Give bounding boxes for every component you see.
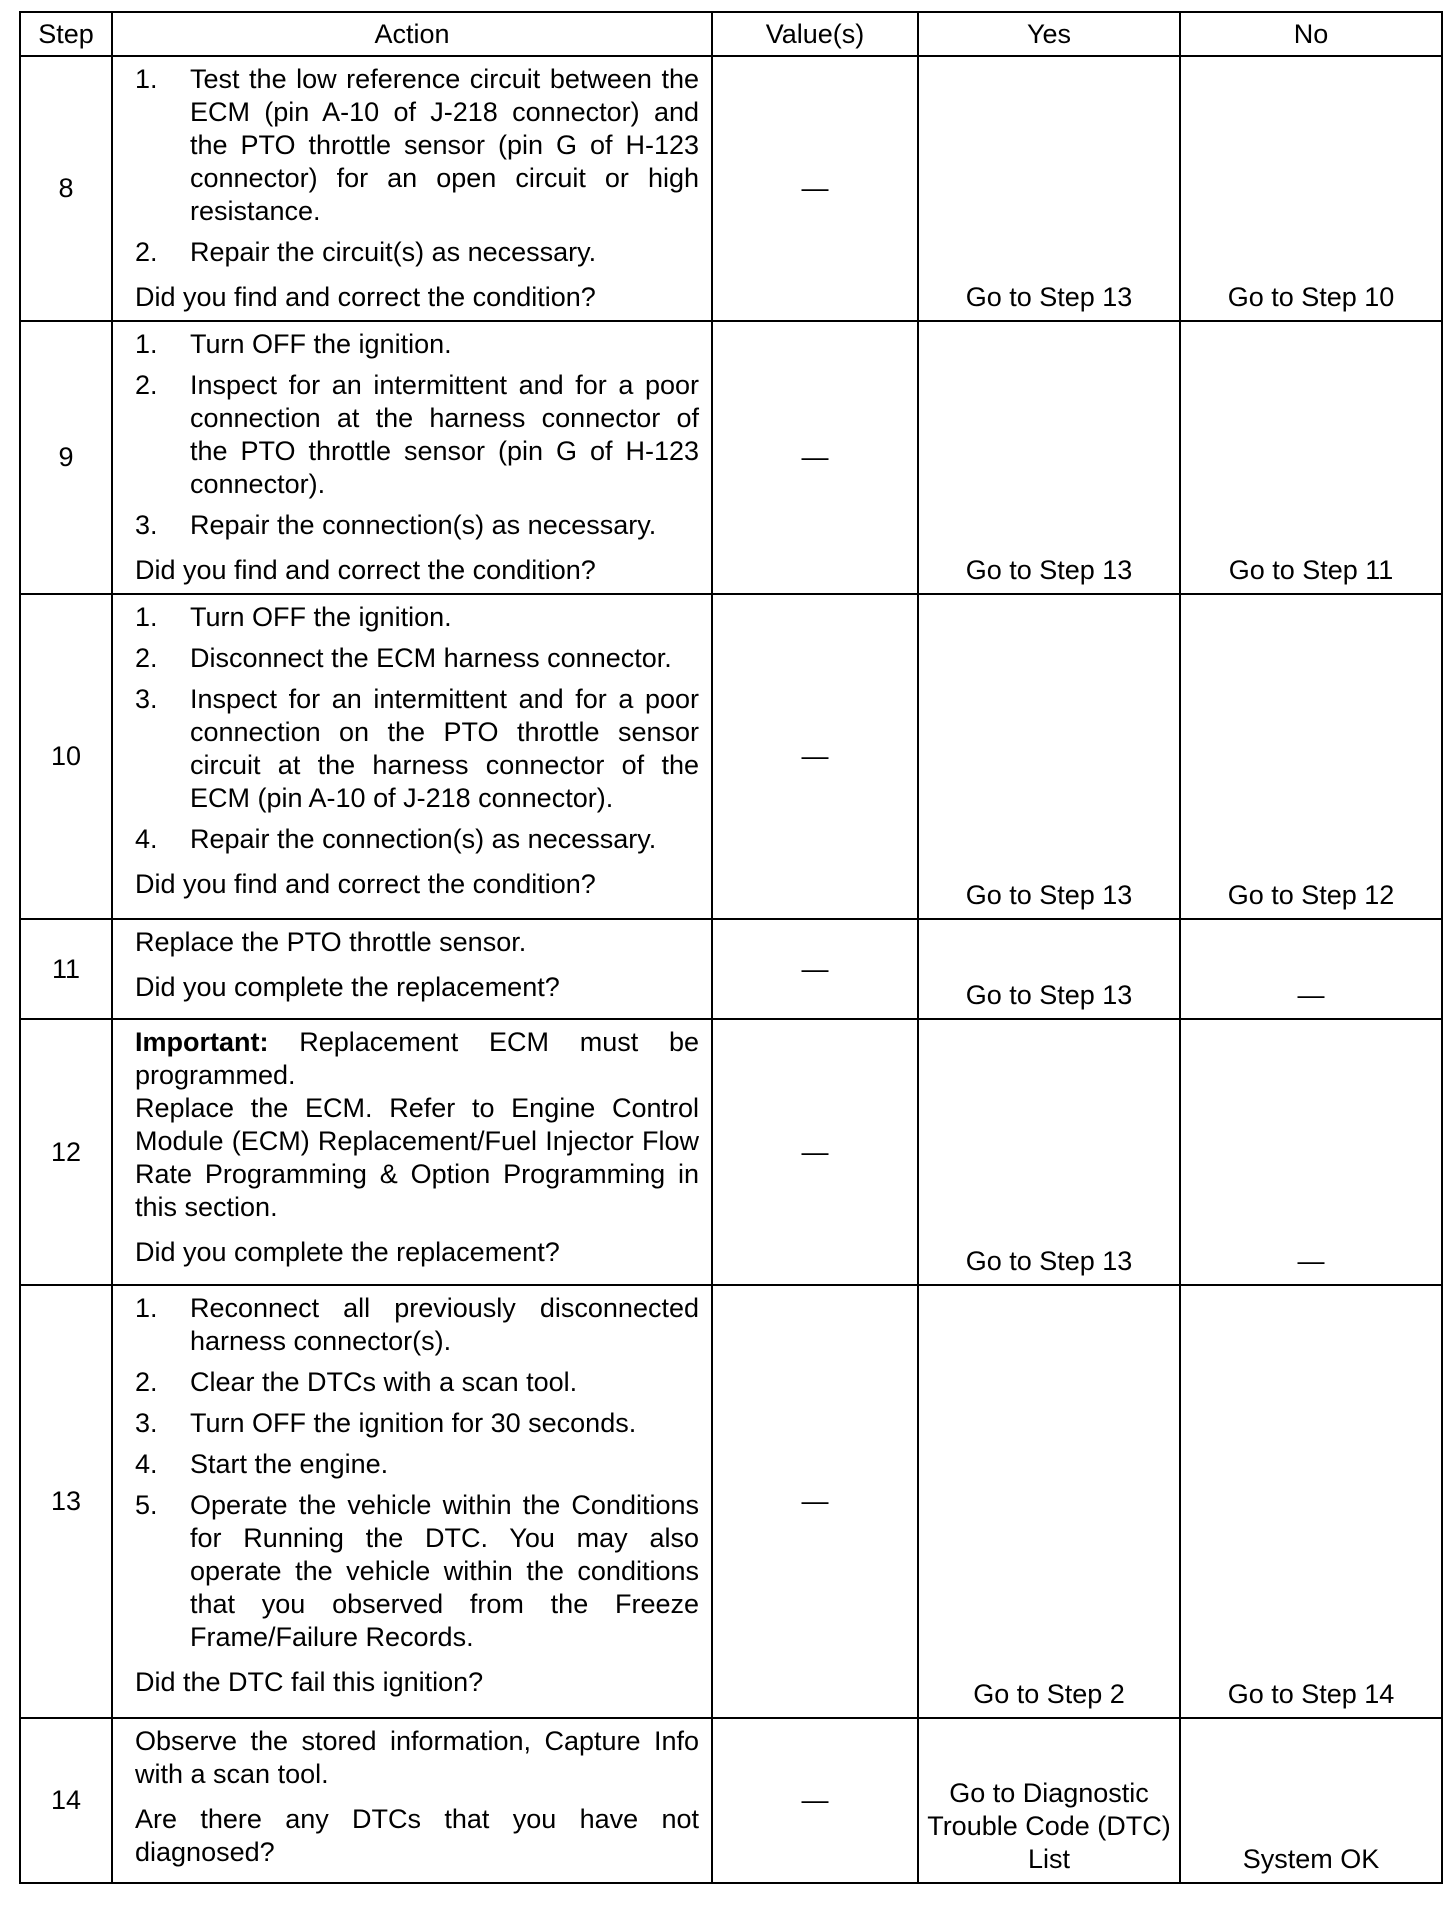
item-text: Reconnect all previously disconnected harness connector(s). bbox=[190, 1293, 699, 1356]
no-cell: System OK bbox=[1180, 1718, 1442, 1883]
item-number: 4. bbox=[135, 824, 158, 854]
yes-cell: Go to Diagnostic Trouble Code (DTC) List bbox=[918, 1718, 1180, 1883]
list-item bbox=[135, 369, 699, 501]
list-item bbox=[135, 236, 699, 269]
action-cell bbox=[112, 1718, 712, 1883]
question: Did you complete the replacement? bbox=[135, 972, 560, 1002]
question: Did the DTC fail this ignition? bbox=[135, 1667, 484, 1697]
item-text: Turn OFF the ignition. bbox=[190, 329, 452, 359]
yes-cell: Go to Step 13 bbox=[918, 56, 1180, 321]
item-text: Repair the circuit(s) as necessary. bbox=[190, 237, 597, 267]
step-number: 13 bbox=[20, 1285, 112, 1718]
diagnostic-table bbox=[19, 11, 1443, 1884]
item-text: Start the engine. bbox=[190, 1449, 389, 1479]
important-label: Important: bbox=[135, 1027, 269, 1057]
item-number: 2. bbox=[135, 643, 158, 673]
no-cell: — bbox=[1180, 919, 1442, 1019]
list-item bbox=[135, 1448, 699, 1481]
table-row bbox=[20, 1718, 1442, 1883]
step-number: 9 bbox=[20, 321, 112, 594]
list-item bbox=[135, 328, 699, 361]
value-cell: — bbox=[712, 1285, 918, 1718]
action-cell bbox=[112, 594, 712, 919]
action-text: Replace the ECM. Refer to Engine Control Module (ECM) Replacement/Fuel Injector Flow Rate Programming & Option Programming in this section. bbox=[135, 1093, 699, 1222]
item-text: Turn OFF the ignition. bbox=[190, 602, 452, 632]
item-number: 1. bbox=[135, 329, 158, 359]
item-text: Operate the vehicle within the Conditions for Running the DTC. You may also operate the vehicle within the conditions that you observed from the Freeze Frame/Failure Records. bbox=[190, 1490, 699, 1652]
value-cell: — bbox=[712, 1019, 918, 1285]
item-number: 1. bbox=[135, 602, 158, 632]
item-number: 2. bbox=[135, 370, 158, 400]
list-item bbox=[135, 1407, 699, 1440]
list-item bbox=[135, 642, 699, 675]
action-text: Replace the PTO throttle sensor. bbox=[135, 927, 527, 957]
header-values: Value(s) bbox=[712, 12, 918, 56]
table-row bbox=[20, 1019, 1442, 1285]
action-cell bbox=[112, 1285, 712, 1718]
table-row bbox=[20, 321, 1442, 594]
list-item bbox=[135, 683, 699, 815]
list-item bbox=[135, 823, 699, 856]
value-cell: — bbox=[712, 321, 918, 594]
item-number: 1. bbox=[135, 1293, 158, 1323]
list-item bbox=[135, 601, 699, 634]
item-number: 3. bbox=[135, 510, 158, 540]
item-text: Disconnect the ECM harness connector. bbox=[190, 643, 672, 673]
step-number: 8 bbox=[20, 56, 112, 321]
no-cell: Go to Step 10 bbox=[1180, 56, 1442, 321]
header-row bbox=[20, 12, 1442, 56]
step-number: 12 bbox=[20, 1019, 112, 1285]
step-number: 11 bbox=[20, 919, 112, 1019]
item-text: Repair the connection(s) as necessary. bbox=[190, 510, 657, 540]
table-row bbox=[20, 594, 1442, 919]
action-cell bbox=[112, 321, 712, 594]
item-text: Inspect for an intermittent and for a poor connection at the harness connector of the PTO throttle sensor (pin G of H-123 connector). bbox=[190, 370, 699, 499]
step-number: 10 bbox=[20, 594, 112, 919]
list-item bbox=[135, 63, 699, 228]
action-cell bbox=[112, 56, 712, 321]
no-cell: Go to Step 12 bbox=[1180, 594, 1442, 919]
no-cell: Go to Step 11 bbox=[1180, 321, 1442, 594]
yes-cell: Go to Step 13 bbox=[918, 919, 1180, 1019]
item-number: 3. bbox=[135, 684, 158, 714]
question: Did you complete the replacement? bbox=[135, 1237, 560, 1267]
table-row bbox=[20, 919, 1442, 1019]
item-number: 4. bbox=[135, 1449, 158, 1479]
question: Did you find and correct the condition? bbox=[135, 282, 596, 312]
item-number: 2. bbox=[135, 237, 158, 267]
list-item bbox=[135, 1292, 699, 1358]
value-cell: — bbox=[712, 1718, 918, 1883]
header-yes: Yes bbox=[918, 12, 1180, 56]
item-number: 1. bbox=[135, 64, 158, 94]
item-number: 2. bbox=[135, 1367, 158, 1397]
value-cell: — bbox=[712, 919, 918, 1019]
list-item bbox=[135, 1366, 699, 1399]
item-text: Turn OFF the ignition for 30 seconds. bbox=[190, 1408, 637, 1438]
header-step: Step bbox=[20, 12, 112, 56]
question: Did you find and correct the condition? bbox=[135, 869, 596, 899]
no-cell: — bbox=[1180, 1019, 1442, 1285]
table-row bbox=[20, 1285, 1442, 1718]
step-number: 14 bbox=[20, 1718, 112, 1883]
item-number: 5. bbox=[135, 1490, 158, 1520]
action-text: Observe the stored information, Capture Info with a scan tool. bbox=[135, 1726, 699, 1789]
value-cell: — bbox=[712, 56, 918, 321]
question: Are there any DTCs that you have not diagnosed? bbox=[135, 1804, 699, 1867]
item-text: Clear the DTCs with a scan tool. bbox=[190, 1367, 578, 1397]
value-cell: — bbox=[712, 594, 918, 919]
important-note bbox=[135, 1026, 699, 1092]
action-cell bbox=[112, 919, 712, 1019]
no-cell: Go to Step 14 bbox=[1180, 1285, 1442, 1718]
item-text: Test the low reference circuit between the ECM (pin A-10 of J-218 connector) and the PTO throttle sensor (pin G of H-123 connector) for an open circuit or high resistance. bbox=[190, 64, 699, 226]
item-text: Repair the connection(s) as necessary. bbox=[190, 824, 657, 854]
important-text: Replacement ECM must be programmed. bbox=[135, 1027, 699, 1090]
yes-cell: Go to Step 2 bbox=[918, 1285, 1180, 1718]
item-number: 3. bbox=[135, 1408, 158, 1438]
yes-cell: Go to Step 13 bbox=[918, 594, 1180, 919]
action-cell bbox=[112, 1019, 712, 1285]
table-row bbox=[20, 56, 1442, 321]
yes-cell: Go to Step 13 bbox=[918, 1019, 1180, 1285]
yes-cell: Go to Step 13 bbox=[918, 321, 1180, 594]
list-item bbox=[135, 509, 699, 542]
header-no: No bbox=[1180, 12, 1442, 56]
question: Did you find and correct the condition? bbox=[135, 555, 596, 585]
header-action: Action bbox=[112, 12, 712, 56]
list-item bbox=[135, 1489, 699, 1654]
item-text: Inspect for an intermittent and for a poor connection on the PTO throttle sensor circuit at the harness connector of the ECM (pin A-10 of J-218 connector). bbox=[190, 684, 699, 813]
